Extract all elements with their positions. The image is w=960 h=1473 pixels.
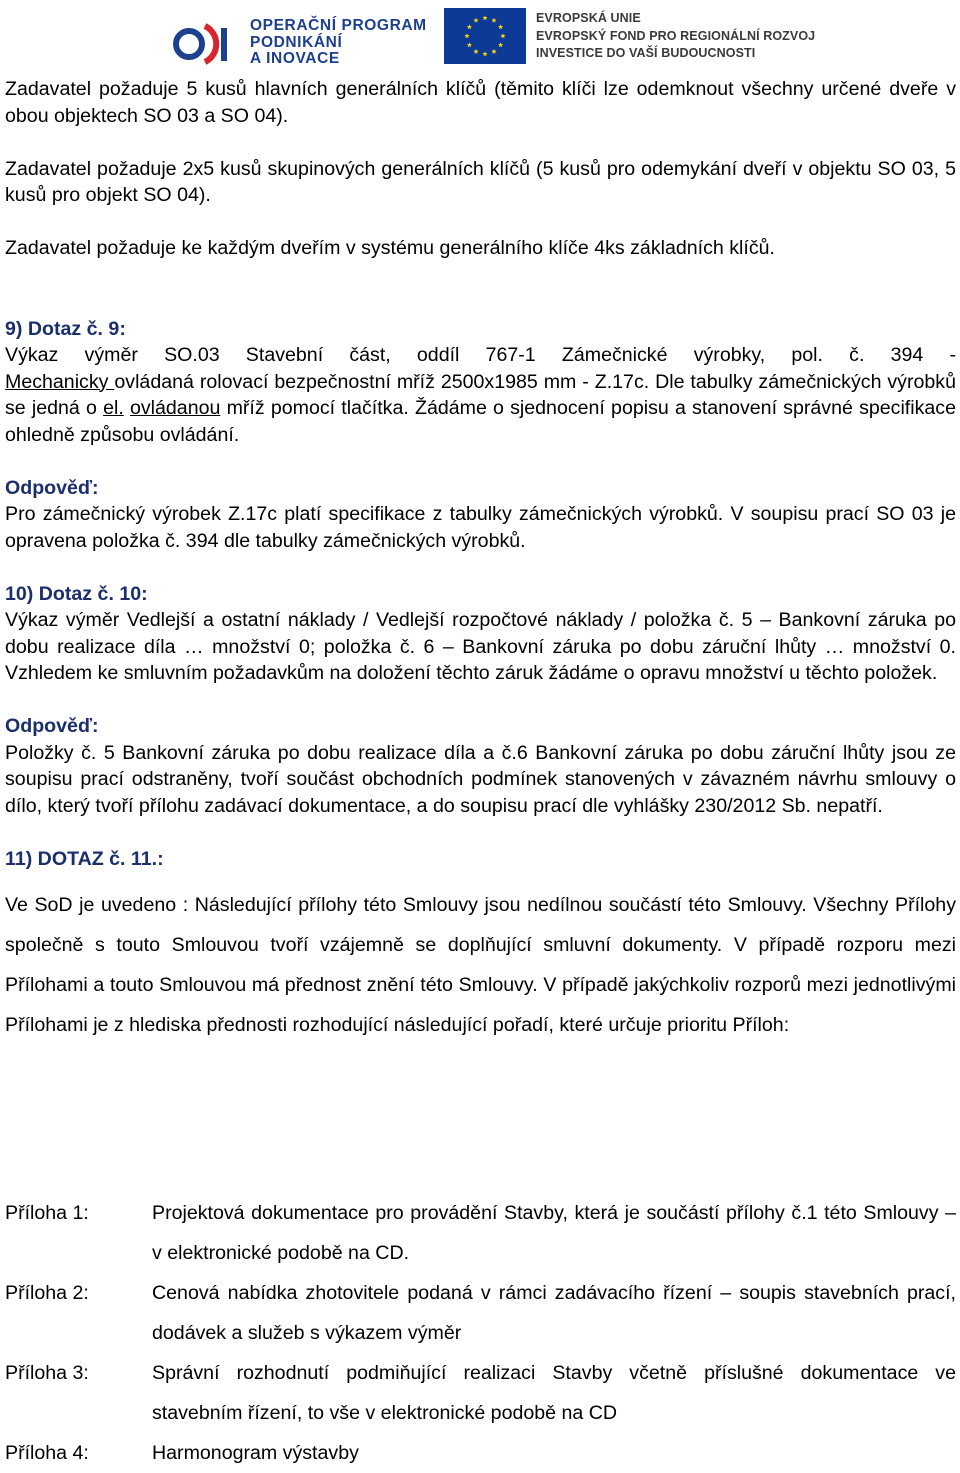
attachment-label: Příloha 4: <box>5 1442 89 1464</box>
op-line1: OPERAČNÍ PROGRAM <box>250 17 427 34</box>
op-line3: A INOVACE <box>250 50 340 67</box>
paragraph-group-keys: Zadavatel požaduje 2x5 kusů skupinových generálních klíčů (5 kusů pro odemykání dveří v objektu SO 03, 5 kusů pro objekt SO 04). <box>5 157 956 206</box>
op-logo-mark-icon <box>172 18 232 68</box>
answer-9-text: Pro zámečnický výrobek Z.17c platí specifikace z tabulky zámečnických výrobků. V soupisu prací SO 03 je opravena položka č. 394 dle tabulky zámečnických výrobků. <box>5 503 956 552</box>
eu-flag-icon <box>444 8 526 64</box>
question-9-heading: 9) Dotaz č. 9: <box>5 317 126 340</box>
q9-text-end: mříž pomocí tlačítka. Žádáme o sjednocení popisu a stanovení správné specifikace ohledně způsobu ovládání. <box>5 397 956 446</box>
attachment-text: Cenová nabídka zhotovitele podaná v rámci zadávacího řízení – soupis stavebních prací, dodávek a služeb s výkazem výměr <box>152 1282 956 1344</box>
attachment-text: Harmonogram výstavby <box>152 1442 359 1464</box>
attachment-label: Příloha 1: <box>5 1202 89 1224</box>
question-9-line1: Výkaz výměr SO.03 Stavební část, oddíl 767-1 Zámečnické výrobky, pol. č. 394 - <box>5 344 956 366</box>
op-logo-text <box>250 18 427 68</box>
attachment-text: Projektová dokumentace pro provádění Stavby, která je součástí přílohy č.1 této Smlouvy – v elektronické podobě na CD. <box>152 1202 956 1264</box>
op-line2: PODNIKÁNÍ <box>250 33 343 51</box>
question-11-heading: 11) DOTAZ č. 11.: <box>5 847 164 870</box>
page-header <box>0 0 960 72</box>
eu-line3: INVESTICE DO VAŠÍ BUDOUCNOSTI <box>536 46 756 60</box>
answer-10-label: Odpověď: <box>5 715 99 737</box>
answer-10-text: Položky č. 5 Bankovní záruka po dobu realizace díla a č.6 Bankovní záruka po dobu záruční lhůty jsou ze soupisu prací odstraněny, tvoří součást obchodních podmínek stanovených v závazném návrhu smlouvy o dílo, který tvoří přílohu zadávací dokumentace, a do soupisu prací dle vyhlášky 230/2012 Sb. nepatří. <box>5 741 956 817</box>
document-body <box>5 76 956 1045</box>
answer-9-label: Odpověď: <box>5 476 99 499</box>
q9-underlined-ovladanou: ovládanou <box>129 397 221 419</box>
paragraph-master-keys: Zadavatel požaduje 5 kusů hlavních generálních klíčů (těmito klíči lze odemknout všechny určené dveře v obou objektech SO 03 a SO 04). <box>5 78 956 127</box>
question-11-text: Ve SoD je uvedeno : Následující přílohy této Smlouvy jsou nedílnou součástí této Smlouvy. Všechny Přílohy společně s touto Smlouvou tvoří vzájemně se doplňující smluvní dokumenty. V případě rozporu mezi Přílohami a touto Smlouvou má přednost znění této Smlouvy. V případě jakýchkoliv rozporů mezi jednotlivými Přílohami je z hlediska přednosti rozhodující následující pořadí, které určuje prioritu Příloh: <box>5 894 956 1036</box>
q9-text-part: ovládaná rolovací bezpečnostní mříž 2500x1985 mm - Z.17c. Dle tabulky zámečnických výrobků se jedná o <box>5 370 956 419</box>
eu-logo-text <box>536 10 815 63</box>
q9-underlined-el: el. <box>103 397 124 419</box>
question-10-heading: 10) Dotaz č. 10: <box>5 582 148 605</box>
attachment-label: Příloha 3: <box>5 1362 89 1384</box>
question-9-text <box>5 369 956 449</box>
eu-line1: EVROPSKÁ UNIE <box>536 11 641 25</box>
question-10-text: Výkaz výměr Vedlejší a ostatní náklady / Vedlejší rozpočtové náklady / položka č. 5 – Bankovní záruka po dobu realizace díla … množství 0; položka č. 6 – Bankovní záruka po dobu záruční lhůty … množství 0. Vzhledem ke smluvním požadavkům na doložení těchto záruk žádáme o opravu množství u těchto položek. <box>5 609 956 684</box>
attachment-text: Správní rozhodnutí podmiňující realizaci Stavby včetně příslušné dokumentace ve stavebním řízení, to vše v elektronické podobě na CD <box>152 1362 956 1424</box>
attachment-label: Příloha 2: <box>5 1282 89 1304</box>
paragraph-basic-keys: Zadavatel požaduje ke každým dveřím v systému generálního klíče 4ks základních klíčů. <box>5 237 775 259</box>
op-pia-logo <box>172 14 440 70</box>
q9-underlined-mechanicky: Mechanicky <box>5 370 115 393</box>
eu-line2: EVROPSKÝ FOND PRO REGIONÁLNÍ ROZVOJ <box>536 28 816 43</box>
